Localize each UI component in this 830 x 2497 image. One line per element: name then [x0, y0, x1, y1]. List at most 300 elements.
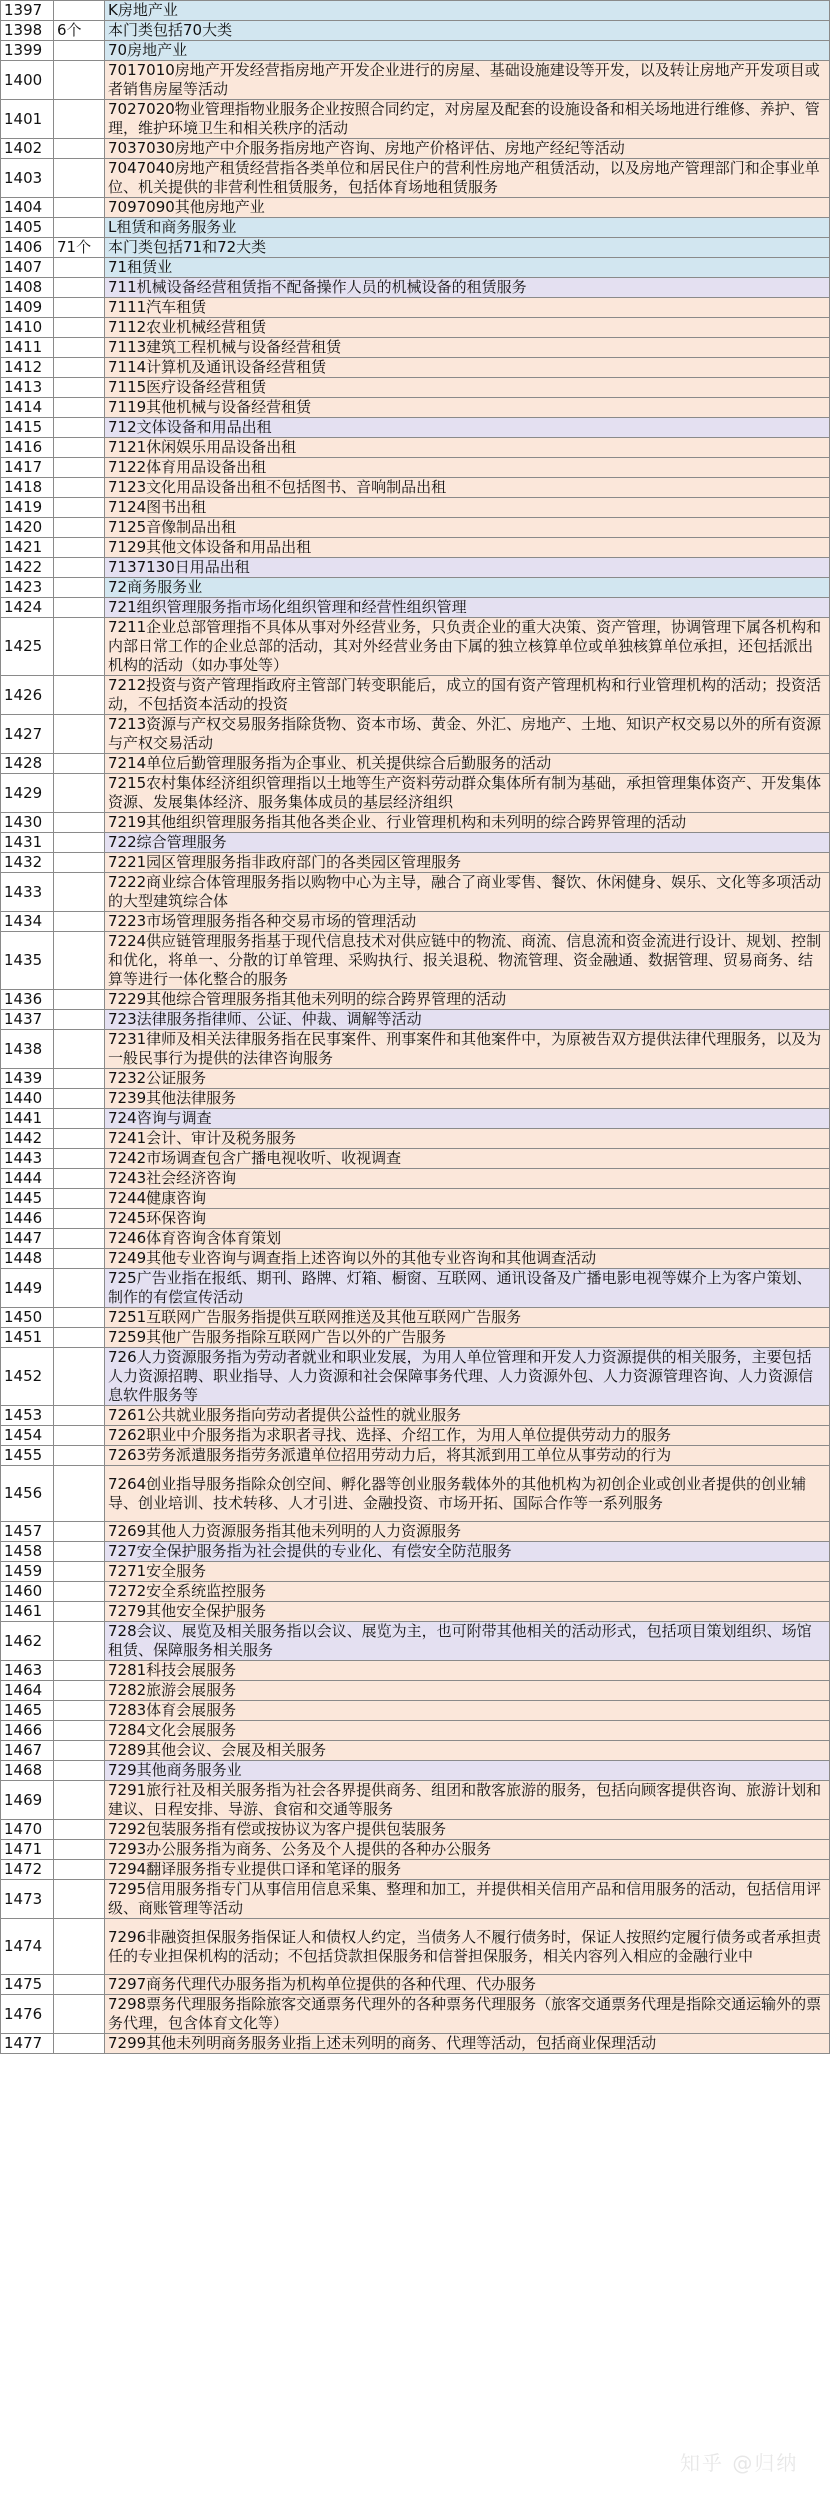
- table-row: [1, 139, 830, 159]
- row-number: 1460: [1, 1582, 54, 1602]
- table-row: [1, 518, 830, 538]
- table-row: [1, 1721, 830, 1741]
- count-cell: [54, 1229, 105, 1249]
- row-number: 1458: [1, 1542, 54, 1562]
- table-row: [1, 1622, 830, 1661]
- row-number: 1423: [1, 578, 54, 598]
- row-number: 1419: [1, 498, 54, 518]
- category-cell: 7112农业机械经营租赁: [105, 318, 830, 338]
- row-number: 1434: [1, 912, 54, 932]
- table-row: [1, 1169, 830, 1189]
- table-row: [1, 754, 830, 774]
- row-number: 1451: [1, 1328, 54, 1348]
- count-cell: [54, 618, 105, 676]
- count-cell: [54, 458, 105, 478]
- row-number: 1457: [1, 1522, 54, 1542]
- count-cell: [54, 538, 105, 558]
- row-number: 1422: [1, 558, 54, 578]
- count-cell: 71个: [54, 238, 105, 258]
- count-cell: [54, 218, 105, 238]
- category-cell: 7222商业综合体管理服务指以购物中心为主导，融合了商业零售、餐饮、休闲健身、娱乐、文化等多项活动的大型建筑综合体: [105, 873, 830, 912]
- table-row: [1, 21, 830, 41]
- category-cell: 727安全保护服务指为社会提供的专业化、有偿安全防范服务: [105, 1542, 830, 1562]
- category-cell: 728会议、展览及相关服务指以会议、展览为主，也可附带其他相关的活动形式，包括项目策划组织、场馆租赁、保障服务相关服务: [105, 1622, 830, 1661]
- row-number: 1432: [1, 853, 54, 873]
- table-row: [1, 1269, 830, 1308]
- table-row: [1, 912, 830, 932]
- category-cell: 723法律服务指律师、公证、仲裁、调解等活动: [105, 1010, 830, 1030]
- table-row: [1, 1406, 830, 1426]
- count-cell: [54, 1089, 105, 1109]
- category-cell: 726人力资源服务指为劳动者就业和职业发展，为用人单位管理和开发人力资源提供的相关服务，主要包括人力资源招聘、职业指导、人力资源和社会保障事务代理、人力资源外包、人力资源管理咨询、人力资源信息软件服务等: [105, 1348, 830, 1406]
- table-row: [1, 1542, 830, 1562]
- table-row: [1, 1149, 830, 1169]
- count-cell: [54, 558, 105, 578]
- count-cell: [54, 912, 105, 932]
- row-number: 1471: [1, 1840, 54, 1860]
- count-cell: [54, 1446, 105, 1466]
- count-cell: [54, 1030, 105, 1069]
- category-cell: 7245环保咨询: [105, 1209, 830, 1229]
- category-cell: 7037030房地产中介服务指房地产咨询、房地产价格评估、房地产经纪等活动: [105, 139, 830, 159]
- count-cell: [54, 1189, 105, 1209]
- table-row: [1, 1975, 830, 1995]
- count-cell: [54, 774, 105, 813]
- table-row: [1, 1880, 830, 1919]
- count-cell: [54, 1209, 105, 1229]
- row-number: 1443: [1, 1149, 54, 1169]
- category-cell: 7264创业指导服务指除众创空间、孵化器等创业服务载体外的其他机构为初创企业或创业者提供的创业辅导、创业培训、技术转移、人才引进、金融投资、市场开拓、国际合作等一系列服务: [105, 1466, 830, 1522]
- table-row: [1, 1348, 830, 1406]
- row-number: 1436: [1, 990, 54, 1010]
- count-cell: [54, 1129, 105, 1149]
- count-cell: [54, 1582, 105, 1602]
- count-cell: [54, 1328, 105, 1348]
- category-cell: 711机械设备经营租赁指不配备操作人员的机械设备的租赁服务: [105, 278, 830, 298]
- category-cell: 7272安全系统监控服务: [105, 1582, 830, 1602]
- category-cell: 7123文化用品设备出租不包括图书、音响制品出租: [105, 478, 830, 498]
- table-row: [1, 1249, 830, 1269]
- category-cell: 7211企业总部管理指不具体从事对外经营业务，只负责企业的重大决策、资产管理，协调管理下属各机构和内部日常工作的企业总部的活动，其对外经营业务由下属的独立核算单位或单独核算单位承担，还包括派出机构的活动（如办事处等）: [105, 618, 830, 676]
- row-number: 1467: [1, 1741, 54, 1761]
- category-cell: 7221园区管理服务指非政府部门的各类园区管理服务: [105, 853, 830, 873]
- row-number: 1465: [1, 1701, 54, 1721]
- table-row: [1, 1602, 830, 1622]
- table-row: [1, 558, 830, 578]
- count-cell: [54, 478, 105, 498]
- row-number: 1421: [1, 538, 54, 558]
- count-cell: [54, 198, 105, 218]
- count-cell: [54, 258, 105, 278]
- count-cell: [54, 1249, 105, 1269]
- category-cell: 7114计算机及通讯设备经营租赁: [105, 358, 830, 378]
- count-cell: [54, 1169, 105, 1189]
- category-cell: 72商务服务业: [105, 578, 830, 598]
- category-cell: 7284文化会展服务: [105, 1721, 830, 1741]
- row-number: 1417: [1, 458, 54, 478]
- count-cell: [54, 398, 105, 418]
- category-cell: 7281科技会展服务: [105, 1661, 830, 1681]
- table-row: [1, 715, 830, 754]
- row-number: 1440: [1, 1089, 54, 1109]
- count-cell: [54, 278, 105, 298]
- table-row: [1, 1069, 830, 1089]
- table-row: [1, 298, 830, 318]
- row-number: 1404: [1, 198, 54, 218]
- count-cell: 6个: [54, 21, 105, 41]
- table-row: [1, 1820, 830, 1840]
- category-cell: 7215农村集体经济组织管理指以土地等生产资料劳动群众集体所有制为基础，承担管理集体资产、开发集体资源、发展集体经济、服务集体成员的基层经济组织: [105, 774, 830, 813]
- table-row: [1, 1109, 830, 1129]
- table-row: [1, 1426, 830, 1446]
- count-cell: [54, 833, 105, 853]
- count-cell: [54, 1661, 105, 1681]
- table-row: [1, 1919, 830, 1975]
- table-row: [1, 258, 830, 278]
- row-number: 1444: [1, 1169, 54, 1189]
- table-row: [1, 873, 830, 912]
- row-number: 1411: [1, 338, 54, 358]
- row-number: 1459: [1, 1562, 54, 1582]
- row-number: 1408: [1, 278, 54, 298]
- row-number: 1464: [1, 1681, 54, 1701]
- count-cell: [54, 1109, 105, 1129]
- category-cell: 7232公证服务: [105, 1069, 830, 1089]
- category-cell: 7242市场调查包含广播电视收听、收视调查: [105, 1149, 830, 1169]
- category-cell: 7125音像制品出租: [105, 518, 830, 538]
- table-row: [1, 618, 830, 676]
- table-row: [1, 238, 830, 258]
- table-row: [1, 538, 830, 558]
- category-cell: 7282旅游会展服务: [105, 1681, 830, 1701]
- category-cell: 7296非融资担保服务指保证人和债权人约定，当债务人不履行债务时，保证人按照约定履行债务或者承担责任的专业担保机构的活动；不包括贷款担保服务和信誉担保服务，相关内容列入相应的金融行业中: [105, 1919, 830, 1975]
- row-number: 1428: [1, 754, 54, 774]
- category-cell: 7249其他专业咨询与调查指上述咨询以外的其他专业咨询和其他调查活动: [105, 1249, 830, 1269]
- count-cell: [54, 1348, 105, 1406]
- category-cell: 7124图书出租: [105, 498, 830, 518]
- row-number: 1401: [1, 100, 54, 139]
- table-row: [1, 318, 830, 338]
- count-cell: [54, 139, 105, 159]
- category-cell: 7299其他未列明商务服务业指上述未列明的商务、代理等活动，包括商业保理活动: [105, 2034, 830, 2054]
- row-number: 1477: [1, 2034, 54, 2054]
- row-number: 1420: [1, 518, 54, 538]
- category-cell: 7224供应链管理服务指基于现代信息技术对供应链中的物流、商流、信息流和资金流进行设计、规划、控制和优化，将单一、分散的订单管理、采购执行、报关退税、物流管理、资金融通、数据管理、贸易商务、结算等进行一体化整合的服务: [105, 932, 830, 990]
- category-cell: 70房地产业: [105, 41, 830, 61]
- count-cell: [54, 578, 105, 598]
- row-number: 1399: [1, 41, 54, 61]
- count-cell: [54, 873, 105, 912]
- row-number: 1453: [1, 1406, 54, 1426]
- category-cell: 725广告业指在报纸、期刊、路牌、灯箱、橱窗、互联网、通讯设备及广播电影电视等媒介上为客户策划、制作的有偿宣传活动: [105, 1269, 830, 1308]
- table-row: [1, 1129, 830, 1149]
- table-row: [1, 1840, 830, 1860]
- category-cell: 本门类包括70大类: [105, 21, 830, 41]
- row-number: 1407: [1, 258, 54, 278]
- category-cell: 7113建筑工程机械与设备经营租赁: [105, 338, 830, 358]
- table-row: [1, 853, 830, 873]
- table-row: [1, 1860, 830, 1880]
- table-row: [1, 1, 830, 21]
- table-row: [1, 358, 830, 378]
- category-cell: 7251互联网广告服务指提供互联网推送及其他互联网广告服务: [105, 1308, 830, 1328]
- category-cell: 7261公共就业服务指向劳动者提供公益性的就业服务: [105, 1406, 830, 1426]
- row-number: 1415: [1, 418, 54, 438]
- row-number: 1400: [1, 61, 54, 100]
- count-cell: [54, 1426, 105, 1446]
- count-cell: [54, 1562, 105, 1582]
- row-number: 1470: [1, 1820, 54, 1840]
- category-cell: 7243社会经济咨询: [105, 1169, 830, 1189]
- table-row: [1, 990, 830, 1010]
- count-cell: [54, 853, 105, 873]
- category-cell: 7297商务代理代办服务指为机构单位提供的各种代理、代办服务: [105, 1975, 830, 1995]
- row-number: 1435: [1, 932, 54, 990]
- row-number: 1403: [1, 159, 54, 198]
- table-row: [1, 1995, 830, 2034]
- row-number: 1448: [1, 1249, 54, 1269]
- row-number: 1427: [1, 715, 54, 754]
- count-cell: [54, 298, 105, 318]
- table-row: [1, 1089, 830, 1109]
- count-cell: [54, 1781, 105, 1820]
- table-row: [1, 1582, 830, 1602]
- category-cell: 7294翻译服务指专业提供口译和笔译的服务: [105, 1860, 830, 1880]
- count-cell: [54, 598, 105, 618]
- count-cell: [54, 1149, 105, 1169]
- row-number: 1473: [1, 1880, 54, 1919]
- category-cell: 7244健康咨询: [105, 1189, 830, 1209]
- count-cell: [54, 41, 105, 61]
- table-row: [1, 1761, 830, 1781]
- row-number: 1462: [1, 1622, 54, 1661]
- table-row: [1, 278, 830, 298]
- row-number: 1418: [1, 478, 54, 498]
- count-cell: [54, 1820, 105, 1840]
- count-cell: [54, 2034, 105, 2054]
- category-cell: K房地产业: [105, 1, 830, 21]
- table-row: [1, 598, 830, 618]
- row-number: 1431: [1, 833, 54, 853]
- category-cell: 7263劳务派遣服务指劳务派遣单位招用劳动力后，将其派到用工单位从事劳动的行为: [105, 1446, 830, 1466]
- table-row: [1, 1328, 830, 1348]
- count-cell: [54, 518, 105, 538]
- row-number: 1442: [1, 1129, 54, 1149]
- row-number: 1425: [1, 618, 54, 676]
- category-cell: 7293办公服务指为商务、公务及个人提供的各种办公服务: [105, 1840, 830, 1860]
- row-number: 1466: [1, 1721, 54, 1741]
- count-cell: [54, 498, 105, 518]
- table-row: [1, 1446, 830, 1466]
- category-cell: 本门类包括71和72大类: [105, 238, 830, 258]
- row-number: 1410: [1, 318, 54, 338]
- row-number: 1413: [1, 378, 54, 398]
- count-cell: [54, 1880, 105, 1919]
- count-cell: [54, 1721, 105, 1741]
- count-cell: [54, 715, 105, 754]
- table-row: [1, 398, 830, 418]
- row-number: 1406: [1, 238, 54, 258]
- count-cell: [54, 1860, 105, 1880]
- table-row: [1, 218, 830, 238]
- category-cell: 7111汽车租赁: [105, 298, 830, 318]
- category-cell: 7269其他人力资源服务指其他未列明的人力资源服务: [105, 1522, 830, 1542]
- count-cell: [54, 1741, 105, 1761]
- category-cell: 7214单位后勤管理服务指为企事业、机关提供综合后勤服务的活动: [105, 754, 830, 774]
- category-cell: 7283体育会展服务: [105, 1701, 830, 1721]
- count-cell: [54, 754, 105, 774]
- row-number: 1446: [1, 1209, 54, 1229]
- table-row: [1, 932, 830, 990]
- count-cell: [54, 1622, 105, 1661]
- category-cell: L租赁和商务服务业: [105, 218, 830, 238]
- category-cell: 7271安全服务: [105, 1562, 830, 1582]
- count-cell: [54, 61, 105, 100]
- count-cell: [54, 1602, 105, 1622]
- category-cell: 7262职业中介服务指为求职者寻找、选择、介绍工作，为用人单位提供劳动力的服务: [105, 1426, 830, 1446]
- site-watermark: 知乎 @归纳: [680, 2451, 799, 2475]
- category-cell: 7213资源与产权交易服务指除货物、资本市场、黄金、外汇、房地产、土地、知识产权交易以外的所有资源与产权交易活动: [105, 715, 830, 754]
- row-number: 1402: [1, 139, 54, 159]
- row-number: 1469: [1, 1781, 54, 1820]
- row-number: 1476: [1, 1995, 54, 2034]
- count-cell: [54, 159, 105, 198]
- category-cell: 7115医疗设备经营租赁: [105, 378, 830, 398]
- count-cell: [54, 1522, 105, 1542]
- count-cell: [54, 1681, 105, 1701]
- count-cell: [54, 1919, 105, 1975]
- count-cell: [54, 1308, 105, 1328]
- row-number: 1437: [1, 1010, 54, 1030]
- category-cell: 7137130日用品出租: [105, 558, 830, 578]
- category-cell: 7231律师及相关法律服务指在民事案件、刑事案件和其他案件中，为原被告双方提供法律代理服务，以及为一般民事行为提供的法律咨询服务: [105, 1030, 830, 1069]
- category-cell: 7219其他组织管理服务指其他各类企业、行业管理机构和未列明的综合跨界管理的活动: [105, 813, 830, 833]
- count-cell: [54, 1069, 105, 1089]
- category-cell: 7129其他文体设备和用品出租: [105, 538, 830, 558]
- category-cell: 7119其他机械与设备经营租赁: [105, 398, 830, 418]
- table-row: [1, 1781, 830, 1820]
- count-cell: [54, 318, 105, 338]
- count-cell: [54, 1995, 105, 2034]
- category-cell: 722综合管理服务: [105, 833, 830, 853]
- table-row: [1, 1308, 830, 1328]
- row-number: 1438: [1, 1030, 54, 1069]
- category-cell: 7241会计、审计及税务服务: [105, 1129, 830, 1149]
- category-cell: 7246体育咨询含体育策划: [105, 1229, 830, 1249]
- row-number: 1454: [1, 1426, 54, 1446]
- category-cell: 729其他商务服务业: [105, 1761, 830, 1781]
- row-number: 1429: [1, 774, 54, 813]
- row-number: 1409: [1, 298, 54, 318]
- category-cell: 7121休闲娱乐用品设备出租: [105, 438, 830, 458]
- table-row: [1, 1209, 830, 1229]
- category-cell: 71租赁业: [105, 258, 830, 278]
- table-row: [1, 833, 830, 853]
- row-number: 1439: [1, 1069, 54, 1089]
- row-number: 1416: [1, 438, 54, 458]
- table-row: [1, 813, 830, 833]
- row-number: 1412: [1, 358, 54, 378]
- table-row: [1, 1030, 830, 1069]
- category-cell: 7259其他广告服务指除互联网广告以外的广告服务: [105, 1328, 830, 1348]
- table-row: [1, 676, 830, 715]
- count-cell: [54, 676, 105, 715]
- category-cell: 7289其他会议、会展及相关服务: [105, 1741, 830, 1761]
- row-number: 1433: [1, 873, 54, 912]
- table-row: [1, 2034, 830, 2054]
- category-cell: 7291旅行社及相关服务指为社会各界提供商务、组团和散客旅游的服务，包括向顾客提供咨询、旅游计划和建议、日程安排、导游、食宿和交通等服务: [105, 1781, 830, 1820]
- table-row: [1, 1010, 830, 1030]
- table-row: [1, 61, 830, 100]
- row-number: 1430: [1, 813, 54, 833]
- row-number: 1474: [1, 1919, 54, 1975]
- row-number: 1450: [1, 1308, 54, 1328]
- row-number: 1441: [1, 1109, 54, 1129]
- count-cell: [54, 1761, 105, 1781]
- table-row: [1, 338, 830, 358]
- row-number: 1445: [1, 1189, 54, 1209]
- table-row: [1, 1189, 830, 1209]
- count-cell: [54, 418, 105, 438]
- spreadsheet-body: [1, 1, 830, 2054]
- row-number: 1463: [1, 1661, 54, 1681]
- count-cell: [54, 990, 105, 1010]
- category-cell: 712文体设备和用品出租: [105, 418, 830, 438]
- row-number: 1449: [1, 1269, 54, 1308]
- count-cell: [54, 438, 105, 458]
- count-cell: [54, 1269, 105, 1308]
- category-cell: 7122体育用品设备出租: [105, 458, 830, 478]
- category-cell: 7239其他法律服务: [105, 1089, 830, 1109]
- category-cell: 7279其他安全保护服务: [105, 1602, 830, 1622]
- row-number: 1468: [1, 1761, 54, 1781]
- table-row: [1, 1661, 830, 1681]
- row-number: 1398: [1, 21, 54, 41]
- table-row: [1, 774, 830, 813]
- row-number: 1424: [1, 598, 54, 618]
- count-cell: [54, 1840, 105, 1860]
- row-number: 1475: [1, 1975, 54, 1995]
- category-cell: 7212投资与资产管理指政府主管部门转变职能后，成立的国有资产管理机构和行业管理机构的活动；投资活动，不包括资本活动的投资: [105, 676, 830, 715]
- category-cell: 7298票务代理服务指除旅客交通票务代理外的各种票务代理服务（旅客交通票务代理是指除交通运输外的票务代理，包含体育文化等）: [105, 1995, 830, 2034]
- category-cell: 7097090其他房地产业: [105, 198, 830, 218]
- table-row: [1, 578, 830, 598]
- table-row: [1, 438, 830, 458]
- row-number: 1472: [1, 1860, 54, 1880]
- table-row: [1, 1741, 830, 1761]
- table-row: [1, 100, 830, 139]
- table-row: [1, 498, 830, 518]
- category-cell: 7292包装服务指有偿或按协议为客户提供包装服务: [105, 1820, 830, 1840]
- table-row: [1, 1701, 830, 1721]
- table-row: [1, 41, 830, 61]
- count-cell: [54, 1542, 105, 1562]
- table-row: [1, 1522, 830, 1542]
- category-cell: 724咨询与调查: [105, 1109, 830, 1129]
- row-number: 1455: [1, 1446, 54, 1466]
- count-cell: [54, 358, 105, 378]
- row-number: 1414: [1, 398, 54, 418]
- row-number: 1456: [1, 1466, 54, 1522]
- count-cell: [54, 100, 105, 139]
- table-row: [1, 478, 830, 498]
- table-row: [1, 1681, 830, 1701]
- table-row: [1, 378, 830, 398]
- table-row: [1, 159, 830, 198]
- category-cell: 7017010房地产开发经营指房地产开发企业进行的房屋、基础设施建设等开发，以及转让房地产开发项目或者销售房屋等活动: [105, 61, 830, 100]
- count-cell: [54, 813, 105, 833]
- category-cell: 7027020物业管理指物业服务企业按照合同约定，对房屋及配套的设施设备和相关场地进行维修、养护、管理，维护环境卫生和相关秩序的活动: [105, 100, 830, 139]
